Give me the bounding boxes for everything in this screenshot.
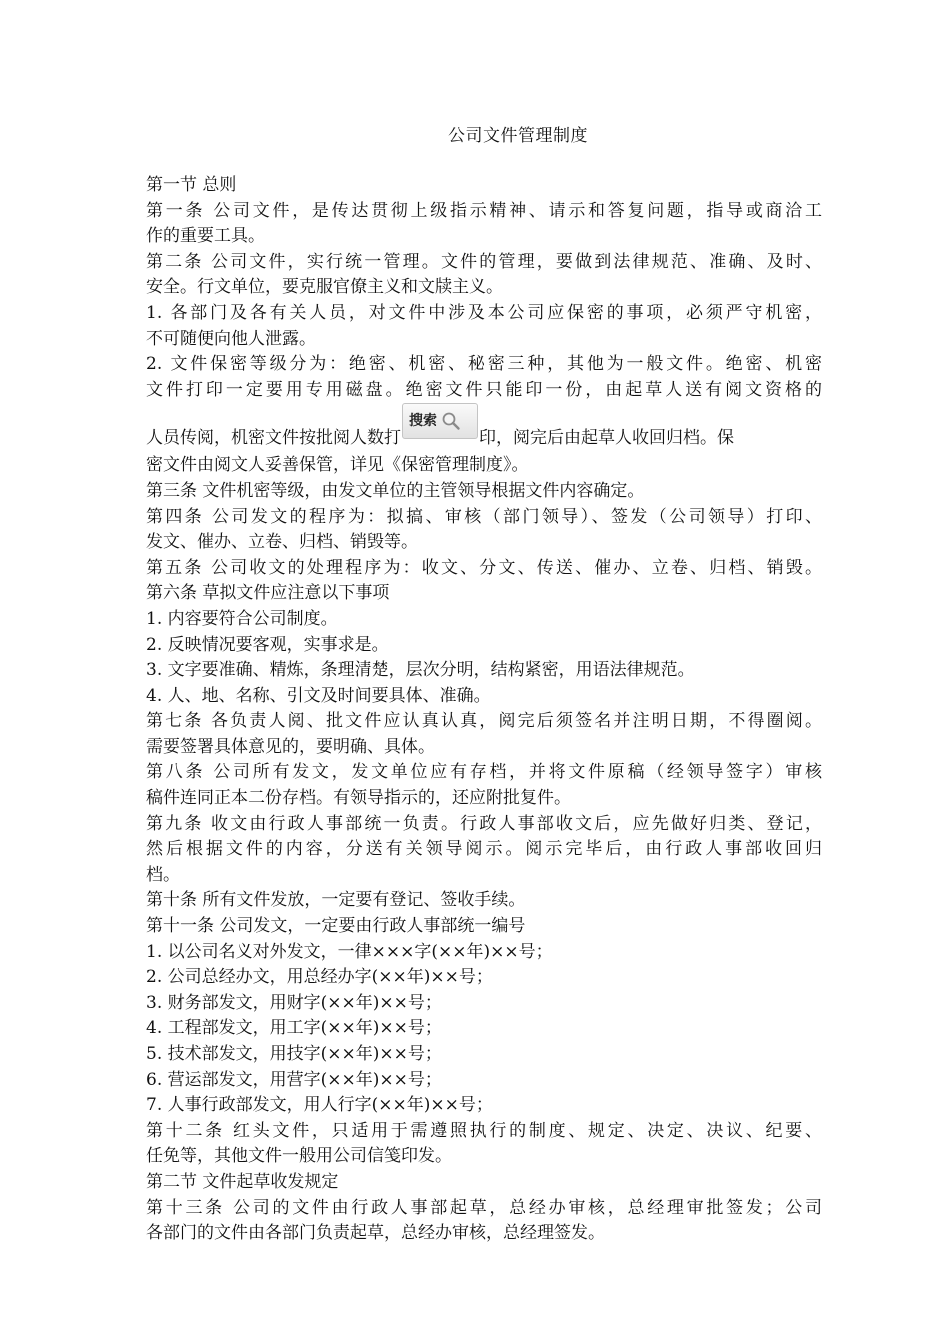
text-line: 第三条 文件机密等级，由发文单位的主管领导根据文件内容确定。	[146, 480, 645, 501]
text-line: 档。	[146, 864, 180, 885]
search-button[interactable]	[402, 403, 478, 439]
text-line: 然后根据文件的内容，分送有关领导阅示。阅示完毕后，由行政人事部收回归	[146, 839, 822, 860]
text-line: 4. 人、地、名称、引文及时间要具体、准确。	[146, 685, 491, 706]
text-line: 2. 公司总经办文，用总经办字(××年)××号；	[146, 967, 493, 988]
text-segment: 印，阅完后由起草人收回归档。保	[479, 427, 734, 448]
text-line: 密文件由阅文人妥善保管，详见《保密管理制度》。	[146, 455, 529, 476]
text-line: 文件打印一定要用专用磁盘。绝密文件只能印一份，由起草人送有阅文资格的	[146, 379, 822, 400]
text-line: 7. 人事行政部发文，用人行字(××年)××号；	[146, 1095, 493, 1116]
text-line: 第十条 所有文件发放，一定要有登记、签收手续。	[146, 890, 526, 911]
document-title: 公司文件管理制度	[448, 126, 588, 146]
text-line: 需要签署具体意见的，要明确、具体。	[146, 736, 435, 757]
text-line: 3. 财务部发文，用财字(××年)××号；	[146, 992, 442, 1013]
text-line: 4. 工程部发文，用工字(××年)××号；	[146, 1018, 442, 1039]
text-line: 发文、催办、立卷、归档、销毁等。	[146, 532, 418, 553]
text-line: 1. 内容要符合公司制度。	[146, 608, 338, 629]
text-line: 第十二条 红头文件，只适用于需遵照执行的制度、规定、决定、决议、纪要、	[146, 1120, 822, 1141]
text-line: 第十一条 公司发文，一定要由行政人事部统一编号	[146, 916, 526, 937]
text-line: 第一条 公司文件，是传达贯彻上级指示精神、请示和答复问题，指导或商洽工	[146, 200, 822, 221]
text-line: 第九条 收文由行政人事部统一负责。行政人事部收文后，应先做好归类、登记，	[146, 813, 822, 834]
magnifier-icon	[441, 411, 461, 431]
text-line: 作的重要工具。	[146, 226, 265, 247]
text-line: 各部门的文件由各部门负责起草，总经办审核，总经理签发。	[146, 1223, 605, 1244]
text-line: 任免等，其他文件一般用公司信笺印发。	[146, 1146, 452, 1167]
text-line: 第六条 草拟文件应注意以下事项	[146, 583, 390, 604]
text-line: 5. 技术部发文，用技字(××年)××号；	[146, 1044, 442, 1064]
text-line: 安全。行文单位，要克服官僚主义和文牍主义。	[146, 277, 503, 298]
text-line: 2. 反映情况要客观，实事求是。	[146, 634, 389, 655]
text-line-with-search	[146, 403, 822, 453]
text-line: 第八条 公司所有发文，发文单位应有存档，并将文件原稿（经领导签字）审核	[146, 762, 822, 783]
text-line: 第四条 公司发文的程序为：拟搞、审核（部门领导）、签发（公司领导）打印、	[146, 506, 822, 527]
text-line: 第二条 公司文件，实行统一管理。文件的管理，要做到法律规范、准确、及时、	[146, 251, 822, 272]
document-body	[146, 173, 822, 1247]
text-line: 第二节 文件起草收发规定	[146, 1171, 339, 1192]
text-line: 第十三条 公司的文件由行政人事部起草，总经办审核，总经理审批签发；公司	[146, 1197, 822, 1218]
search-label: 搜索	[409, 412, 437, 429]
text-line: 第五条 公司收文的处理程序为：收文、分文、传送、催办、立卷、归档、销毁。	[146, 557, 822, 578]
text-line: 第一节 总则	[146, 175, 237, 195]
text-line: 第七条 各负责人阅、批文件应认真认真，阅完后须签名并注明日期，不得圈阅。	[146, 711, 822, 732]
text-line: 6. 营运部发文，用营字(××年)××号；	[146, 1069, 442, 1090]
text-segment: 人员传阅，机密文件按批阅人数打	[146, 427, 401, 448]
text-line: 不可随便向他人泄露。	[146, 328, 316, 349]
text-line: 1. 以公司名义对外发文，一律×××字(××年)××号；	[146, 941, 553, 962]
text-line: 2. 文件保密等级分为：绝密、机密、秘密三种，其他为一般文件。绝密、机密	[146, 354, 822, 375]
text-line: 1. 各部门及各有关人员，对文件中涉及本公司应保密的事项，必须严守机密，	[146, 302, 822, 323]
text-line: 3. 文字要准确、精炼，条理清楚，层次分明，结构紧密，用语法律规范。	[146, 660, 695, 681]
text-line: 稿件连同正本二份存档。有领导指示的，还应附批复件。	[146, 788, 571, 809]
